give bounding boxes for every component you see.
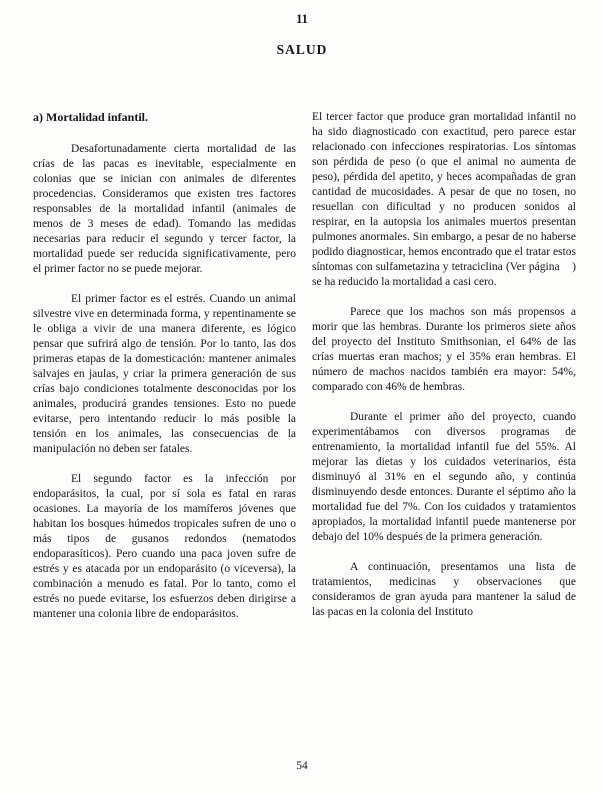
page-number-top: 11: [296, 12, 308, 26]
paragraph: El tercer factor que produce gran mortalidad infantil no ha sido diagnosticado con exactitud, pero parece estar relacionado con infecciones respiratorias. Los síntomas son pérdida de peso (o que el animal no aumenta de peso), pérdida del apetito, y heces acompañadas de gran cantidad de mucosidades. A pesar de que no tosen, no resuellan con dificultad y no producen sonidos al respirar, en la autopsia los animales muertos presentan pulmones anormales. Sin embargo, a pesar de no haberse podido diagnosticar, hemos encontrado que el tratar estos síntomas con sulfametazina y tetraciclina (Ver página ) se ha reducido la mortalidad a casi cero.: [312, 111, 576, 288]
paragraph: Durante el primer año del proyecto, cuando experimentábamos con diversos programas de entrenamiento, la mortalidad infantil fue del 55%. Al mejorar las dietas y los cuidados veterinarios, ésta disminuyó al 31% en el segundo año, y continúa disminuyendo desde entonces. Durante el séptimo año la mortalidad fue del 7%. Con los cuidados y tratamientos apropiados, la mortalidad infantil puede mantenerse por debajo del 10% después de la primera generación.: [312, 411, 576, 543]
page-title: SALUD: [276, 42, 328, 57]
paragraph: Desafortunadamente cierta mortalidad de las crías de las pacas es inevitable, especialmente en colonias que se inician con animales de diferentes procedencias. Consideramos que existen tres factores responsables de la mortalidad infantil (animales de menos de 3 meses de edad). Tomando las medidas necesarias para reducir el segundo y tercer factor, la mortalidad puede ser reducida significativamente, pero el primer factor no se puede mejorar.: [33, 143, 296, 275]
left-column: [33, 110, 296, 637]
paragraph: El primer factor es el estrés. Cuando un animal silvestre vive en determinada forma, y repentinamente se le obliga a vivir de una manera diferente, es lógico pensar que sufrirá algo de tensión. Por lo tanto, las dos primeras etapas de la domesticación: mantener animales salvajes en jaulas, y criar la primera generación de sus crías bajo condiciones totalmente desconocidas por los animales, producirá grandes tensiones. Esto no puede evitarse, pero intentando reducir lo más posible la tensión en los animales, las consecuencias de la manipulación no deben ser fatales.: [33, 293, 296, 455]
page-number-bottom: 54: [296, 760, 308, 772]
paragraph: A continuación, presentamos una lista de tratamientos, medicinas y observaciones que consideramos de gran ayuda para mantener la salud de las pacas en la colonia del Instituto: [312, 561, 576, 618]
paragraph: El segundo factor es la infección por endoparásitos, la cual, por sí sola es fatal en raras ocasiones. La mayoría de los mamíferos jóvenes que habitan los bosques húmedos tropicales sufren de uno o más tipos de gusanos redondos (nematodos endoparasíticos). Pero cuando una paca joven sufre de estrés y es atacada por un endoparásito (o viceversa), la combinación a menudo es fatal. Por lo tanto, como el estrés no puede evitarse, los esfuerzos deben dirigirse a mantener una colonia libre de endoparásitos.: [33, 473, 296, 620]
right-column: [312, 110, 576, 635]
section-heading-mortalidad-infantil: a) Mortalidad infantil.: [33, 110, 149, 124]
paragraph: Parece que los machos son más propensos a morir que las hembras. Durante los primeros siete años del proyecto del Instituto Smithsonian, el 64% de las crías muertas eran machos; y el 35% eran hembras. El número de machos nacidos también era mayor: 54%, comparado con 46% de hembras.: [312, 306, 576, 393]
